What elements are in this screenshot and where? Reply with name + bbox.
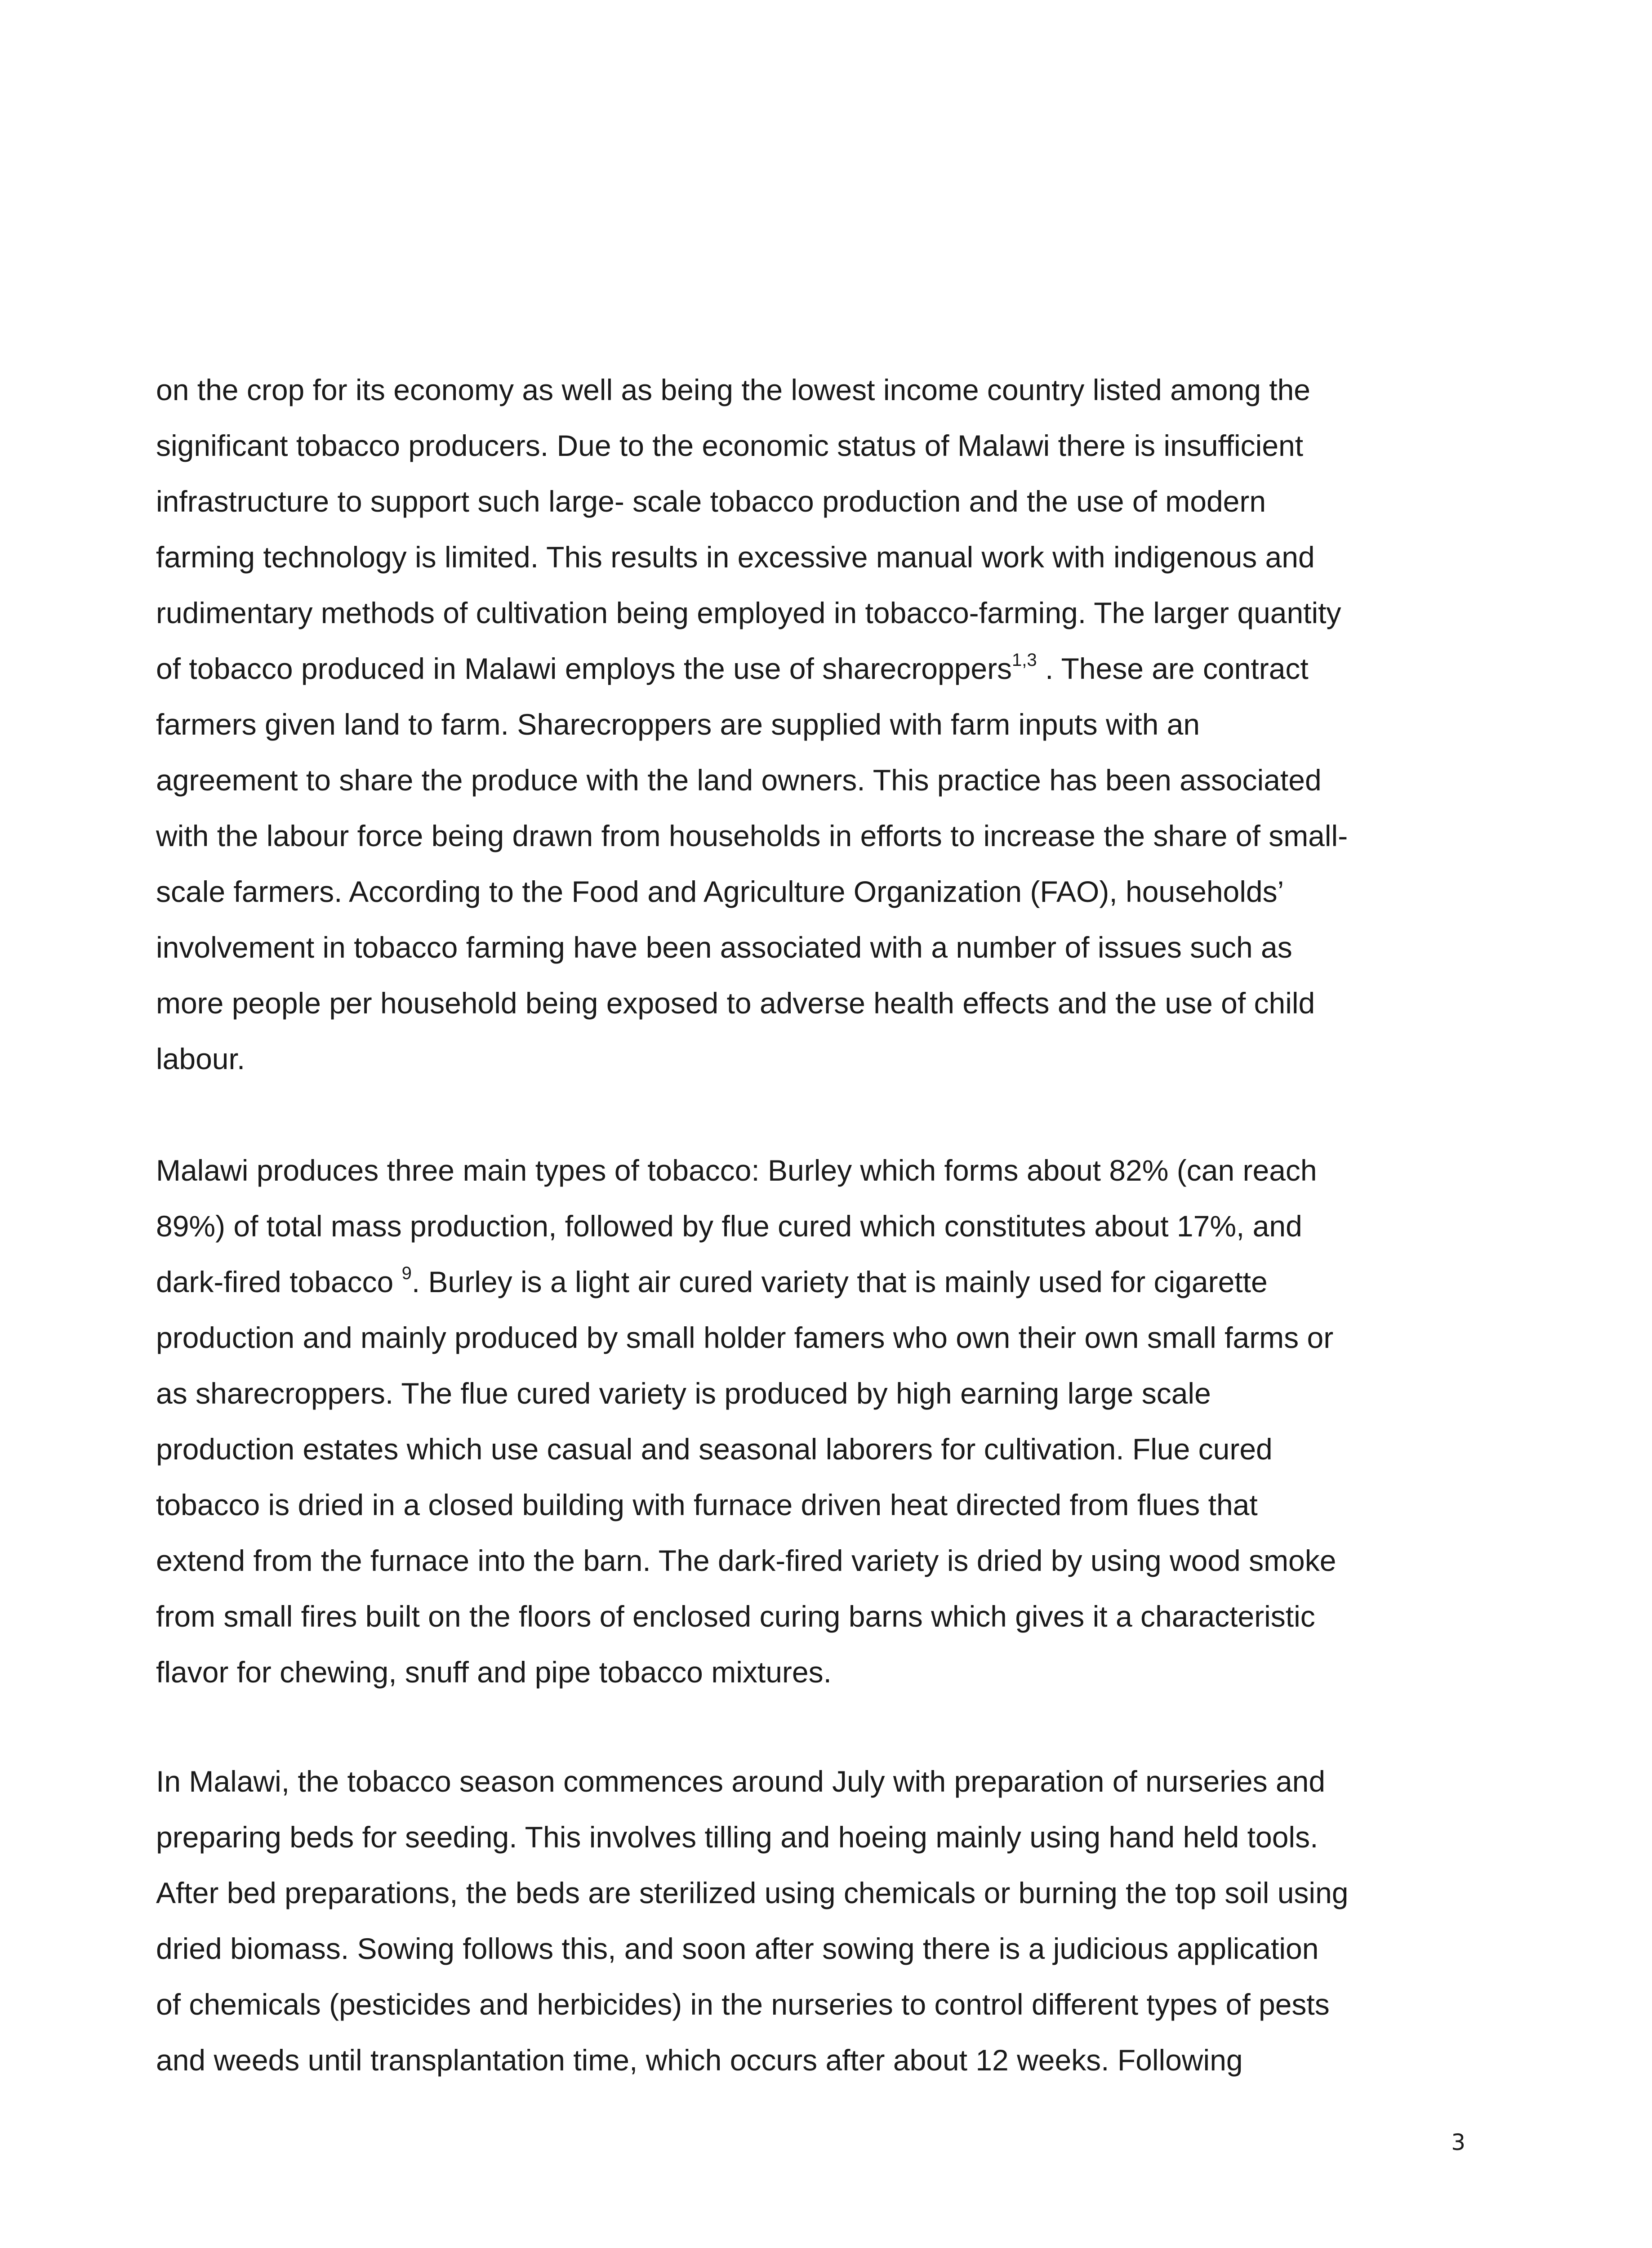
text-line-with-citation xyxy=(156,641,1496,696)
page-number: 3 xyxy=(1451,2129,1465,2155)
citation-superscript: 9 xyxy=(401,1263,412,1283)
text-line: production and mainly produced by small holder famers who own their own small farms or xyxy=(156,1321,1334,1354)
text-line: rudimentary methods of cultivation being employed in tobacco-farming. The larger quantity xyxy=(156,596,1341,629)
body-paragraph-1 xyxy=(156,362,1496,1087)
text-line: After bed preparations, the beds are sterilized using chemicals or burning the top soil using xyxy=(156,1876,1349,1909)
text-segment: dark-fired tobacco xyxy=(156,1265,402,1298)
text-line: dried biomass. Sowing follows this, and soon after sowing there is a judicious application xyxy=(156,1932,1319,1965)
text-line: labour. xyxy=(156,1042,245,1075)
text-line: as sharecroppers. The flue cured variety is produced by high earning large scale xyxy=(156,1377,1211,1410)
text-line: farmers given land to farm. Sharecroppers are supplied with farm inputs with an xyxy=(156,708,1200,741)
text-line: In Malawi, the tobacco season commences around July with preparation of nurseries and xyxy=(156,1765,1326,1798)
text-segment: . Burley is a light air cured variety that is mainly used for cigarette xyxy=(411,1265,1268,1298)
text-line: involvement in tobacco farming have been associated with a number of issues such as xyxy=(156,931,1292,964)
body-paragraph-2 xyxy=(156,1142,1496,1700)
text-line: infrastructure to support such large- scale tobacco production and the use of modern xyxy=(156,485,1266,518)
text-segment: of tobacco produced in Malawi employs the use of sharecroppers xyxy=(156,652,1012,685)
text-line: significant tobacco producers. Due to the economic status of Malawi there is insufficient xyxy=(156,429,1304,462)
text-line: 89%) of total mass production, followed by flue cured which constitutes about 17%, and xyxy=(156,1209,1302,1243)
text-line: Malawi produces three main types of tobacco: Burley which forms about 82% (can reach xyxy=(156,1154,1317,1187)
text-line: preparing beds for seeding. This involves tilling and hoeing mainly using hand held tools. xyxy=(156,1820,1318,1854)
text-line: agreement to share the produce with the land owners. This practice has been associated xyxy=(156,763,1322,797)
citation-superscript: 1,3 xyxy=(1012,650,1037,670)
text-line: farming technology is limited. This results in excessive manual work with indigenous and xyxy=(156,540,1315,574)
text-line: extend from the furnace into the barn. The dark-fired variety is dried by using wood smoke xyxy=(156,1544,1336,1577)
text-line: from small fires built on the floors of enclosed curing barns which gives it a characteristic xyxy=(156,1600,1315,1633)
text-line: and weeds until transplantation time, which occurs after about 12 weeks. Following xyxy=(156,2043,1243,2077)
text-segment: . These are contract xyxy=(1037,652,1309,685)
text-line: tobacco is dried in a closed building with furnace driven heat directed from flues that xyxy=(156,1488,1258,1521)
text-line: scale farmers. According to the Food and Agriculture Organization (FAO), households’ xyxy=(156,875,1284,908)
text-line: flavor for chewing, snuff and pipe tobacco mixtures. xyxy=(156,1655,832,1689)
body-paragraph-3 xyxy=(156,1753,1496,2088)
text-line: with the labour force being drawn from households in efforts to increase the share of small- xyxy=(156,819,1348,852)
text-line: production estates which use casual and seasonal laborers for cultivation. Flue cured xyxy=(156,1432,1273,1466)
text-line-with-citation xyxy=(156,1254,1496,1310)
text-line: of chemicals (pesticides and herbicides) in the nurseries to control different types of pests xyxy=(156,1988,1330,2021)
text-line: on the crop for its economy as well as being the lowest income country listed among the xyxy=(156,373,1311,406)
text-line: more people per household being exposed to adverse health effects and the use of child xyxy=(156,986,1315,1020)
